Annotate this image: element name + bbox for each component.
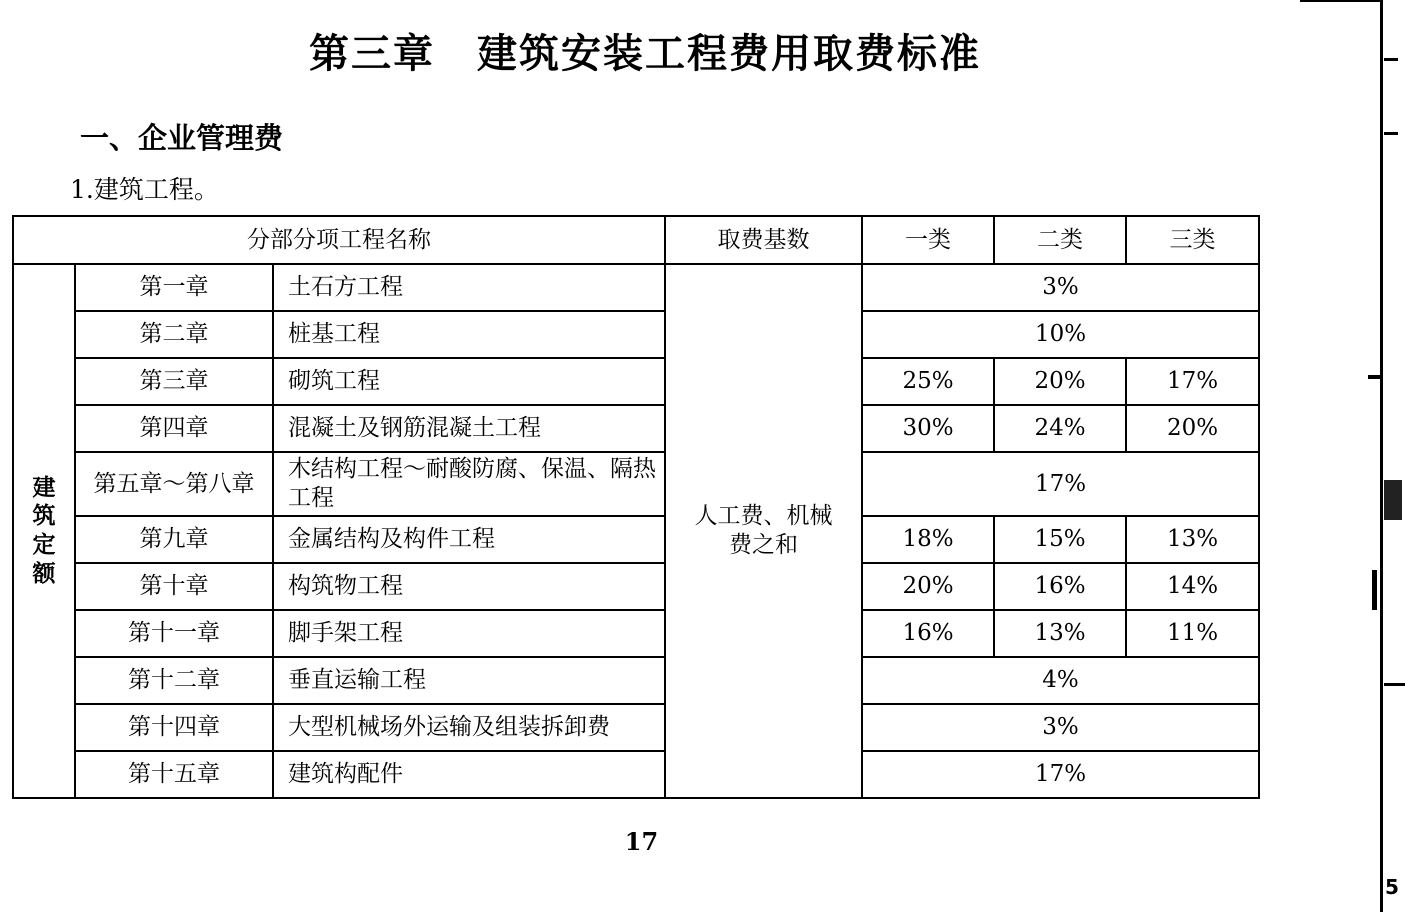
- rate-cell: 24%: [994, 405, 1126, 452]
- rate-cell: 20%: [1126, 405, 1259, 452]
- item-cell: 土石方工程: [273, 264, 665, 311]
- rate-cell: 3%: [862, 264, 1259, 311]
- chapter-cell: 第十五章: [75, 751, 273, 798]
- section-title: 一、企业管理费: [80, 121, 284, 155]
- rate-cell: 18%: [862, 516, 994, 563]
- scan-mark: [1384, 132, 1398, 135]
- table-row: [13, 358, 1259, 405]
- chapter-cell: 第十一章: [75, 610, 273, 657]
- item-cell: 垂直运输工程: [273, 657, 665, 704]
- item-cell: 砌筑工程: [273, 358, 665, 405]
- table-row: [13, 657, 1259, 704]
- table-row: [13, 264, 1259, 311]
- rate-cell: 20%: [862, 563, 994, 610]
- corner-number: 5: [1385, 875, 1399, 899]
- rate-cell: 14%: [1126, 563, 1259, 610]
- group-label-text: 建筑定额: [32, 473, 56, 587]
- rate-cell: 17%: [1126, 358, 1259, 405]
- rate-cell: 3%: [862, 704, 1259, 751]
- chapter-cell: 第十二章: [75, 657, 273, 704]
- rate-cell: 11%: [1126, 610, 1259, 657]
- item-cell: 金属结构及构件工程: [273, 516, 665, 563]
- table-row: [13, 563, 1259, 610]
- subsection-title: 1.建筑工程。: [70, 175, 219, 204]
- chapter-title: 第三章 建筑安装工程费用取费标准: [309, 31, 981, 77]
- chapter-cell: 第四章: [75, 405, 273, 452]
- chapter-cell: 第十章: [75, 563, 273, 610]
- scan-mark: [1384, 480, 1402, 520]
- header-name: 分部分项工程名称: [13, 216, 665, 264]
- table-row: [13, 311, 1259, 358]
- rate-cell: 13%: [994, 610, 1126, 657]
- rate-cell: 30%: [862, 405, 994, 452]
- rate-cell: 17%: [862, 452, 1259, 516]
- item-cell: 混凝土及钢筋混凝土工程: [273, 405, 665, 452]
- basis-cell: 人工费、机械费之和: [665, 264, 862, 798]
- item-cell: 脚手架工程: [273, 610, 665, 657]
- scan-mark: [1384, 683, 1405, 686]
- table-row: [13, 704, 1259, 751]
- chapter-cell: 第十四章: [75, 704, 273, 751]
- item-cell: 构筑物工程: [273, 563, 665, 610]
- rate-cell: 10%: [862, 311, 1259, 358]
- table-row: [13, 405, 1259, 452]
- header-basis: 取费基数: [665, 216, 862, 264]
- rate-cell: 4%: [862, 657, 1259, 704]
- group-label: [13, 264, 75, 798]
- header-class2: 二类: [994, 216, 1126, 264]
- chapter-cell: 第一章: [75, 264, 273, 311]
- rate-cell: 16%: [862, 610, 994, 657]
- item-cell: 桩基工程: [273, 311, 665, 358]
- scan-mark: [1372, 570, 1377, 610]
- chapter-cell: 第三章: [75, 358, 273, 405]
- scan-rule: [1300, 0, 1380, 2]
- rate-cell: 17%: [862, 751, 1259, 798]
- rate-cell: 15%: [994, 516, 1126, 563]
- table-header-row: [13, 216, 1259, 264]
- rate-cell: 13%: [1126, 516, 1259, 563]
- rate-cell: 20%: [994, 358, 1126, 405]
- table-row: [13, 751, 1259, 798]
- chapter-cell: 第九章: [75, 516, 273, 563]
- rate-cell: 25%: [862, 358, 994, 405]
- chapter-cell: 第二章: [75, 311, 273, 358]
- item-cell: 建筑构配件: [273, 751, 665, 798]
- table-row: [13, 516, 1259, 563]
- fee-rate-table: [12, 215, 1260, 799]
- header-class3: 三类: [1126, 216, 1259, 264]
- item-cell: 大型机械场外运输及组装拆卸费: [273, 704, 665, 751]
- page-number: 17: [624, 827, 659, 856]
- scan-mark: [1368, 375, 1380, 379]
- scan-edge: [1380, 0, 1405, 912]
- item-cell: 木结构工程～耐酸防腐、保温、隔热工程: [273, 452, 665, 516]
- scan-mark: [1384, 58, 1398, 61]
- chapter-cell: 第五章～第八章: [75, 452, 273, 516]
- table-row: [13, 610, 1259, 657]
- header-class1: 一类: [862, 216, 994, 264]
- table-row: [13, 452, 1259, 516]
- rate-cell: 16%: [994, 563, 1126, 610]
